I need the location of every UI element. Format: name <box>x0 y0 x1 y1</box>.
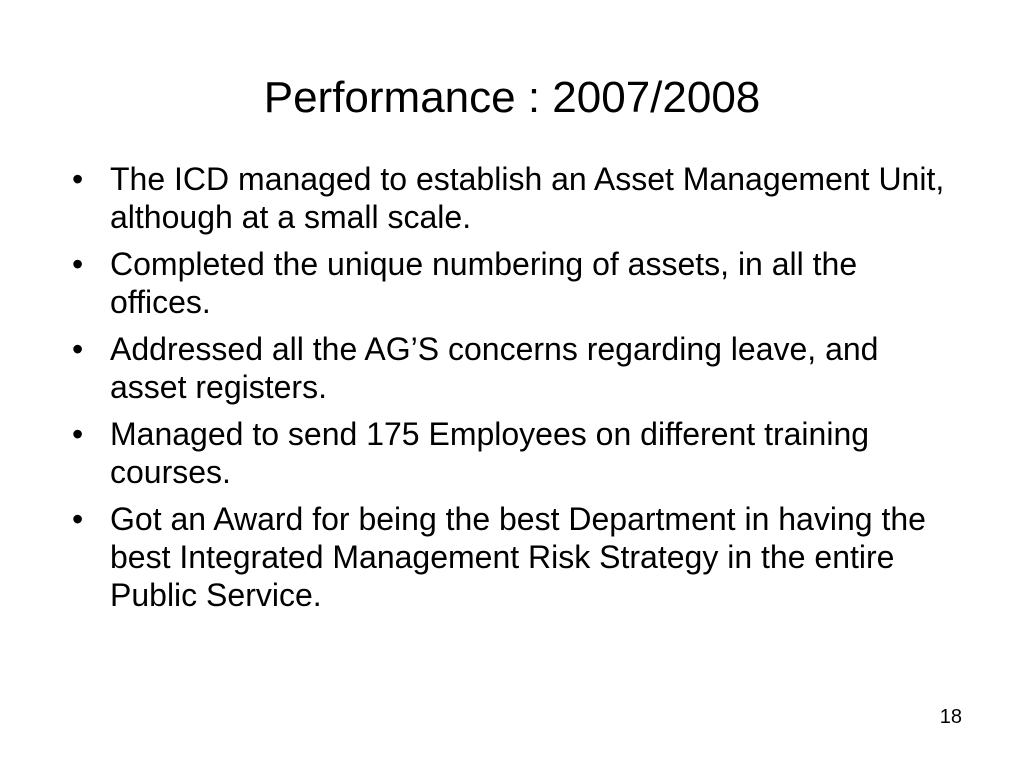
list-item <box>72 330 952 406</box>
list-item <box>72 415 952 491</box>
list-item <box>72 500 952 614</box>
bullet-icon: • <box>72 501 84 537</box>
bullet-text: Completed the unique numbering of assets, in all the offices. <box>110 246 858 320</box>
bullet-text: Addressed all the AG’S concerns regarding leave, and asset registers. <box>110 331 879 405</box>
bullet-icon: • <box>72 416 84 452</box>
list-item <box>72 245 952 321</box>
page-number: 18 <box>939 706 962 728</box>
bullet-text: The ICD managed to establish an Asset Management Unit, although at a small scale. <box>110 161 945 235</box>
bullet-icon: • <box>72 246 84 282</box>
list-item <box>72 160 952 236</box>
bullet-icon: • <box>72 161 84 197</box>
bullet-list <box>72 160 952 623</box>
bullet-text: Got an Award for being the best Department in having the best Integrated Management Risk Strategy in the entire Public Service. <box>110 501 926 613</box>
slide-title: Performance : 2007/2008 <box>263 73 761 122</box>
bullet-text: Managed to send 175 Employees on different training courses. <box>110 416 870 490</box>
bullet-icon: • <box>72 331 84 367</box>
